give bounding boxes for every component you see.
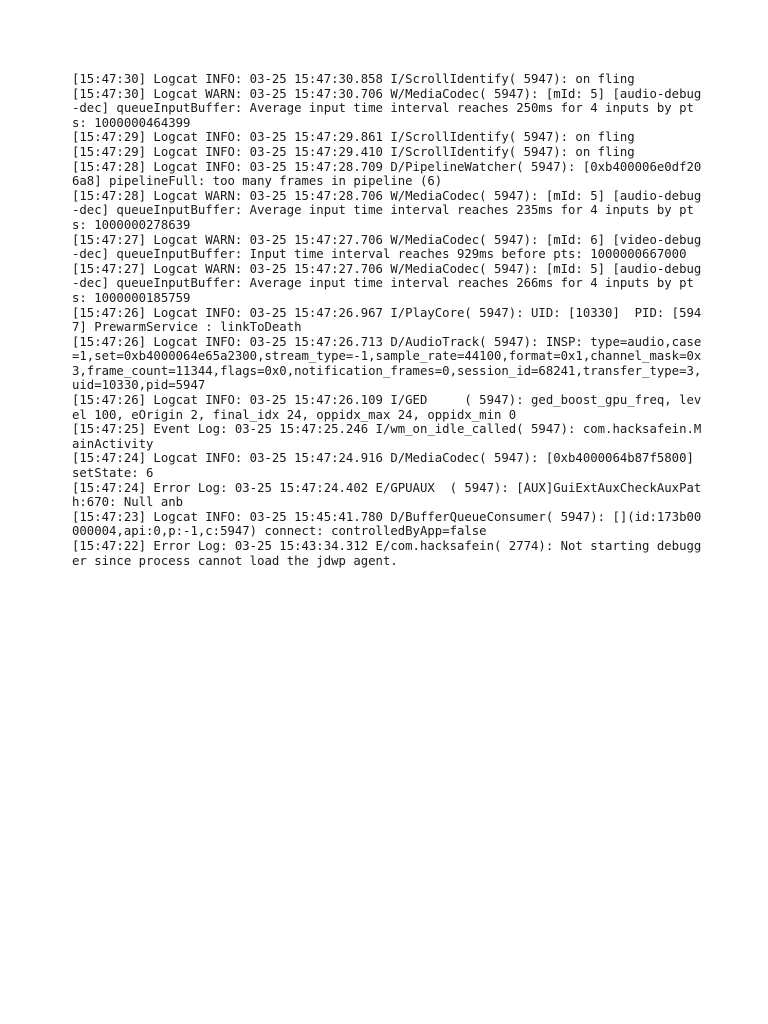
log-line: [15:47:26] Logcat INFO: 03-25 15:47:26.109 I/GED ( 5947): ged_boost_gpu_freq, level 100, eOrigin 2, final_idx 24, oppidx_max 24, oppidx_min 0: [72, 393, 702, 422]
log-line: [15:47:25] Event Log: 03-25 15:47:25.246 I/wm_on_idle_called( 5947): com.hacksafein.MainActivity: [72, 422, 702, 451]
log-line: [15:47:22] Error Log: 03-25 15:43:34.312 E/com.hacksafein( 2774): Not starting debugger since process cannot load the jdwp agent.: [72, 539, 702, 568]
log-line: [15:47:26] Logcat INFO: 03-25 15:47:26.967 I/PlayCore( 5947): UID: [10330] PID: [5947] PrewarmService : linkToDeath: [72, 305, 702, 335]
log-line: [15:47:24] Logcat INFO: 03-25 15:47:24.916 D/MediaCodec( 5947): [0xb4000064b87f5800] setState: 6: [72, 451, 702, 481]
log-line: [15:47:26] Logcat INFO: 03-25 15:47:26.713 D/AudioTrack( 5947): INSP: type=audio,case=1,set=0xb4000064e65a2300,stream_type=-1,sample_rate=44100,format=0x1,channel_mask=0x3,frame_count=11344,flags=0x0,notification_frames=0,session_id=68241,transfer_type=3,uid=10330,pid=5947: [72, 334, 702, 393]
log-line: [15:47:30] Logcat INFO: 03-25 15:47:30.858 I/ScrollIdentify( 5947): on fling: [72, 72, 635, 86]
log-line: [15:47:27] Logcat WARN: 03-25 15:47:27.706 W/MediaCodec( 5947): [mId: 5] [audio-debug-dec] queueInputBuffer: Average input time interval reaches 266ms for 4 inputs by pts: 1000000185759: [72, 261, 702, 305]
log-line: [15:47:28] Logcat WARN: 03-25 15:47:28.706 W/MediaCodec( 5947): [mId: 5] [audio-debug-dec] queueInputBuffer: Average input time interval reaches 235ms for 4 inputs by pts: 1000000278639: [72, 188, 702, 232]
log-line: [15:47:27] Logcat WARN: 03-25 15:47:27.706 W/MediaCodec( 5947): [mId: 6] [video-debug-dec] queueInputBuffer: Input time interval reaches 929ms before pts: 1000000667000: [72, 232, 702, 262]
log-line: [15:47:29] Logcat INFO: 03-25 15:47:29.410 I/ScrollIdentify( 5947): on fling: [72, 144, 635, 159]
log-output: [72, 72, 702, 568]
log-line: [15:47:23] Logcat INFO: 03-25 15:45:41.780 D/BufferQueueConsumer( 5947): [](id:173b00000004,api:0,p:-1,c:5947) connect: controlledByApp=false: [72, 509, 702, 539]
log-line: [15:47:24] Error Log: 03-25 15:47:24.402 E/GPUAUX ( 5947): [AUX]GuiExtAuxCheckAuxPath:670: Null anb: [72, 480, 702, 510]
log-line: [15:47:29] Logcat INFO: 03-25 15:47:29.861 I/ScrollIdentify( 5947): on fling: [72, 130, 635, 145]
log-line: [15:47:30] Logcat WARN: 03-25 15:47:30.706 W/MediaCodec( 5947): [mId: 5] [audio-debug-dec] queueInputBuffer: Average input time interval reaches 250ms for 4 inputs by pts: 1000000464399: [72, 86, 702, 130]
log-line: [15:47:28] Logcat INFO: 03-25 15:47:28.709 D/PipelineWatcher( 5947): [0xb400006e0df206a8] pipelineFull: too many frames in pipeline (6): [72, 159, 702, 189]
